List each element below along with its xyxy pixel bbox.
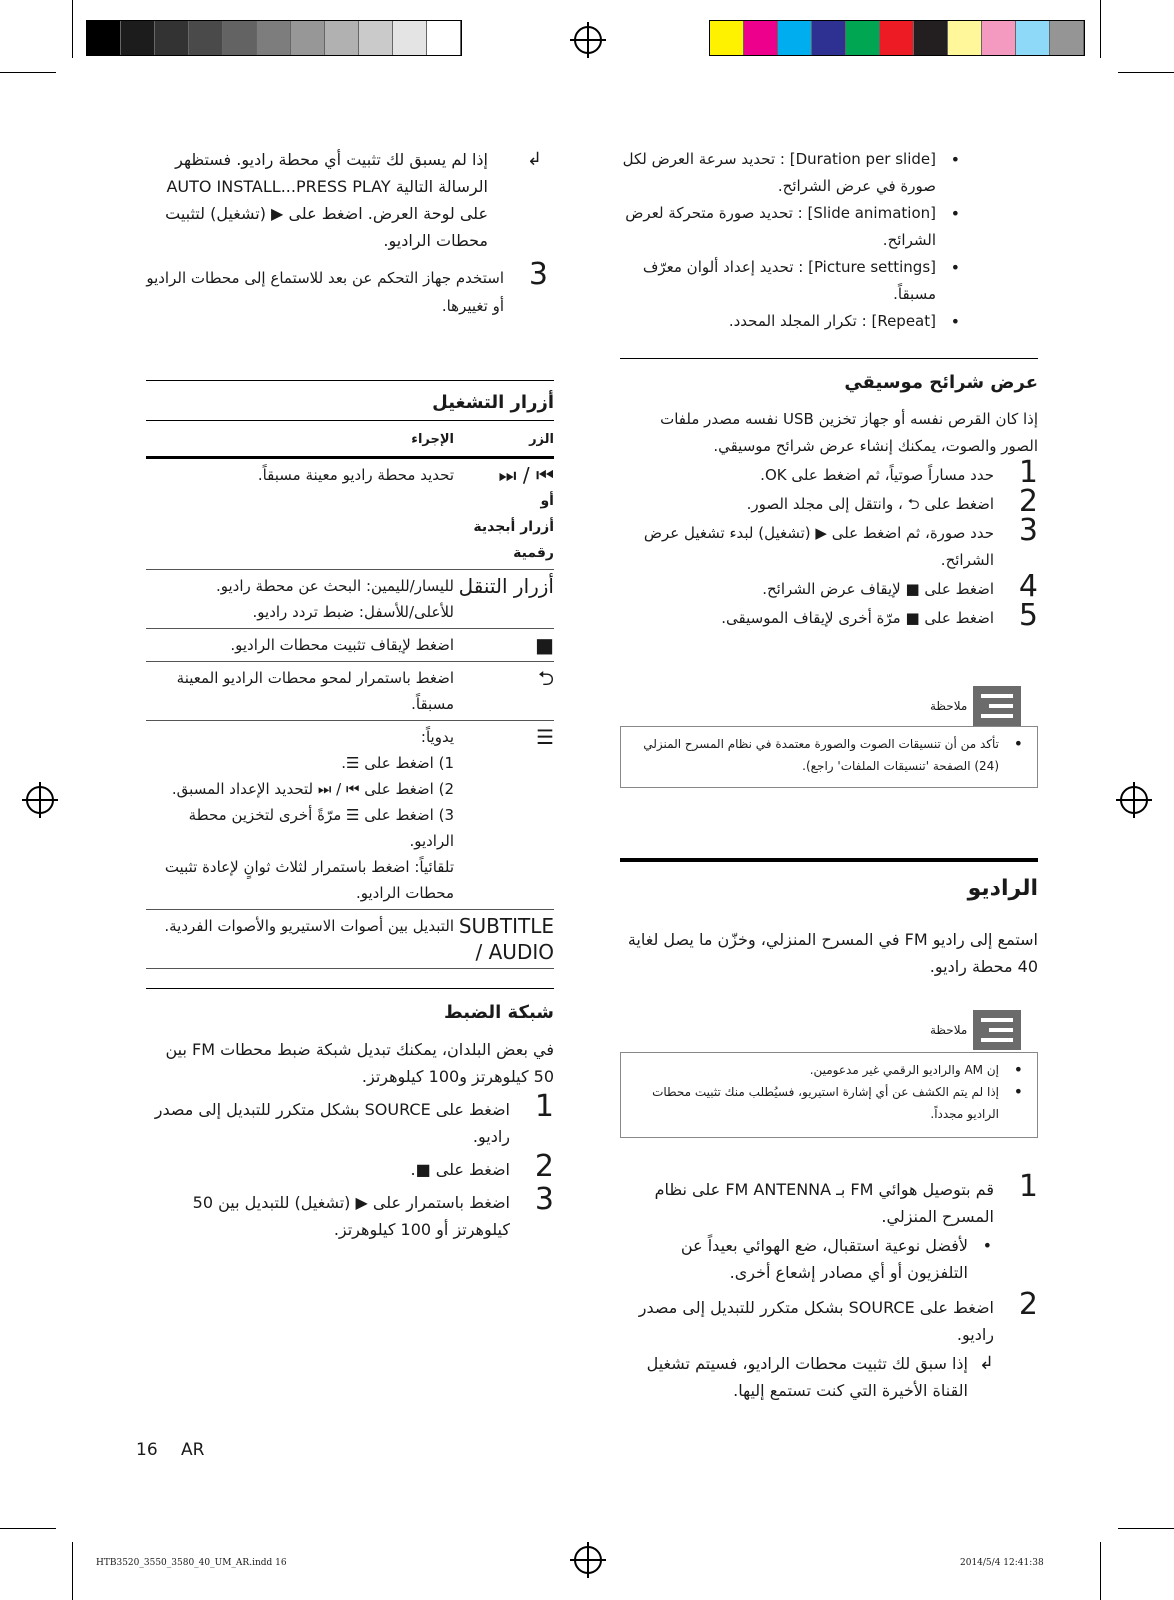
step [620, 569, 1038, 604]
crop-mark [1100, 1542, 1101, 1600]
controls-title: أزرار التشغيل [432, 392, 554, 413]
step-number: 2 [1018, 484, 1038, 519]
crop-mark [1118, 1528, 1174, 1529]
color-swatch [744, 21, 778, 55]
table-row [146, 721, 554, 910]
auto-install-result [146, 146, 548, 322]
crop-mark [1100, 0, 1101, 58]
step-text: قم بتوصيل هوائي FM بـ FM ANTENNA على نظام المسرح المنزلي. [654, 1180, 994, 1226]
step-text: استخدم جهاز التحكم عن بعد للاستماع إلى محطات الراديو أو تغييرها. [146, 269, 504, 315]
table-row [146, 458, 554, 570]
color-calibration-strip [709, 20, 1085, 56]
color-swatch [87, 21, 121, 55]
color-swatch [325, 21, 359, 55]
step [146, 1149, 554, 1184]
option-animation [618, 200, 962, 254]
note-header [930, 1010, 1021, 1050]
table-row [146, 662, 554, 721]
step-number: 5 [1018, 598, 1038, 633]
step-text: اضغط على ⮌ ، وانتقل إلى مجلد الصور. [746, 495, 994, 513]
crop-mark [1118, 72, 1174, 73]
step-text: اضغط على ■ لإيقاف عرض الشرائح. [762, 580, 994, 598]
color-swatch [189, 21, 223, 55]
step-number: 3 [528, 257, 548, 292]
slideshow-steps [620, 455, 1038, 634]
section-divider-thick [620, 858, 1038, 862]
result-arrow-icon: ↲ [526, 149, 542, 170]
tuning-title: شبكة الضبط [444, 1002, 554, 1023]
note-icon [973, 686, 1021, 726]
note-label: ملاحظة [930, 1023, 968, 1037]
step-bullet: • لأفضل نوعية استقبال، ضع الهوائي بعيداً عن التلفزيون أو أي مصادر إشعاع أخرى. [620, 1232, 994, 1286]
control-action-cell: التبديل بين أصوات الاستيريو والأصوات الفردية. [146, 910, 454, 969]
control-button-cell [454, 458, 554, 570]
crop-mark [0, 1528, 56, 1529]
col-header-button: الزر [529, 432, 554, 447]
step [620, 598, 1038, 633]
controls-table [146, 424, 554, 969]
color-swatch [778, 21, 812, 55]
color-swatch [914, 21, 948, 55]
step-number: 3 [1018, 513, 1038, 548]
step-text: حدد صورة، ثم اضغط على ▶ (تشغيل) لبدء تشغيل عرض الشرائح. [643, 524, 994, 569]
step [146, 1182, 554, 1243]
page-lang: AR [181, 1440, 205, 1460]
crop-mark [0, 72, 56, 73]
option-label: [Duration per slide] [789, 150, 936, 168]
color-swatch [155, 21, 189, 55]
color-swatch [1016, 21, 1050, 55]
control-action-cell: لليسار/لليمين: البحث عن محطة راديو. للأعلى/للأسفل: ضبط تردد راديو. [146, 570, 454, 629]
step-result [620, 1350, 1038, 1404]
note-icon [973, 1010, 1021, 1050]
step-text: حدد مساراً صوتياً، ثم اضغط على OK. [760, 466, 994, 484]
step [146, 257, 548, 320]
note-text: • تأكد من أن تنسيقات الصوت والصورة معتمدة في نظام المسرح المنزلي (24) الصفحة 'تنسيقات الملفات' راجع). [633, 733, 1025, 777]
page-num: 16 [136, 1440, 158, 1460]
slug-timestamp: 2014/5/4 12:41:38 [960, 1558, 1044, 1568]
step-number: 4 [1018, 569, 1038, 604]
option-picture-settings [618, 254, 962, 308]
radio-intro: استمع إلى راديو FM في المسرح المنزلي، وخزّن ما يصل لغاية 40 محطة راديو. [627, 930, 1038, 976]
crop-mark [72, 1542, 73, 1600]
step [620, 455, 1038, 490]
color-swatch [291, 21, 325, 55]
option-label: [Slide animation] [807, 204, 936, 222]
control-button-cell [454, 662, 554, 721]
result-text: إذا لم يسبق لك تثبيت أي محطة راديو. فستظهر الرسالة التالية AUTO INSTALL...PRESS PLAY على لوحة العرض. اضغط على ▶ (تشغيل) لتثبيت محطات الراديو. [165, 150, 488, 250]
color-swatch [846, 21, 880, 55]
note-item: • إن AM والراديو الرقمي غير مدعومين. [633, 1059, 1025, 1081]
crop-mark [72, 0, 73, 58]
option-text: : تكرار المجلد المحدد. [728, 312, 867, 330]
table-row [146, 570, 554, 629]
section-divider [146, 420, 554, 421]
option-label: [Picture settings] [808, 258, 936, 276]
step [620, 1287, 1038, 1348]
tuning-steps [146, 1089, 554, 1245]
section-title: عرض شرائح موسيقي [844, 372, 1038, 393]
result-text: إذا سبق لك تثبيت محطات الراديو، فسيتم تشغيل القناة الأخيرة التي كنت تستمع إليها. [646, 1354, 968, 1400]
control-button-cell [454, 570, 554, 629]
section-divider [146, 988, 554, 989]
slug-filename: HTB3520_3550_3580_40_UM_AR.indd 16 [96, 1558, 287, 1568]
color-swatch [359, 21, 393, 55]
registration-mark-icon [574, 26, 602, 54]
step-text: اضغط باستمرار على ▶ (تشغيل) للتبديل بين 50 كيلوهرتز أو 100 كيلوهرتز. [192, 1193, 510, 1239]
note-header [930, 686, 1021, 726]
control-button-label: SUBTITLE / AUDIO [458, 914, 554, 964]
color-swatch [257, 21, 291, 55]
color-swatch [121, 21, 155, 55]
step [620, 1169, 1038, 1230]
step-text: اضغط على SOURCE بشكل متكرر للتبديل إلى مصدر راديو. [638, 1298, 994, 1344]
option-duration [618, 146, 962, 200]
control-button-label: ⮌ [537, 666, 554, 690]
section-divider [620, 358, 1038, 359]
step-text: اضغط على ■. [410, 1160, 510, 1179]
control-action-cell: اضغط باستمرار لمحو محطات الراديو المعينة مسبقاً. [146, 662, 454, 721]
control-button-sub: أو أزرار أبجدية رقمية [473, 493, 554, 561]
step [620, 484, 1038, 519]
step-number: 3 [534, 1182, 554, 1217]
step-number: 2 [534, 1149, 554, 1184]
registration-mark-icon [26, 786, 54, 814]
note-box [620, 726, 1038, 788]
color-swatch [948, 21, 982, 55]
note-label: ملاحظة [930, 699, 968, 713]
color-swatch [710, 21, 744, 55]
step [620, 513, 1038, 574]
control-button-label: ☰ [536, 725, 554, 749]
page-number [136, 1440, 205, 1460]
table-row [146, 910, 554, 969]
color-swatch [393, 21, 427, 55]
slideshow-intro: إذا كان القرص نفسه أو جهاز تخزين USB نفسه مصدر ملفات الصور والصوت، يمكنك إنشاء عرض شرائح موسيقي. [660, 410, 1038, 455]
note-box [620, 1052, 1038, 1138]
step-number: 2 [1018, 1287, 1038, 1322]
option-label: [Repeat] [871, 312, 936, 330]
control-button-cell [454, 910, 554, 969]
step [146, 1089, 554, 1150]
note-item: • إذا لم يتم الكشف عن أي إشارة استيريو، فسيُطلب منك تثبيت محطات الراديو مجدداً. [633, 1081, 1025, 1125]
option-text: : تحديد صورة متحركة لعرض الشرائح. [625, 204, 936, 249]
color-swatch [1050, 21, 1084, 55]
step-result [146, 146, 548, 254]
registration-mark-icon [1120, 786, 1148, 814]
tuning-intro: في بعض البلدان، يمكنك تبديل شبكة ضبط محطات FM بين 50 كيلوهرتز و100 كيلوهرتز. [165, 1040, 554, 1086]
control-action-cell: تحديد محطة راديو معينة مسبقاً. [146, 458, 454, 570]
color-swatch [982, 21, 1016, 55]
color-swatch [812, 21, 846, 55]
radio-steps [620, 1169, 1038, 1404]
color-swatch [427, 21, 461, 55]
option-text: : تحديد إعداد ألوان معرّف مسبقاً. [642, 258, 936, 303]
section-divider [146, 380, 554, 381]
color-swatch [223, 21, 257, 55]
step-text: اضغط على ■ مرّة أخرى لإيقاف الموسيقى. [721, 609, 994, 627]
step-bullet-wrap [620, 1232, 1038, 1286]
slideshow-options-list [618, 146, 962, 335]
col-header-action: الإجراء [411, 432, 454, 447]
table-row [146, 629, 554, 662]
registration-mark-icon [574, 1546, 602, 1574]
step-text: اضغط على SOURCE بشكل متكرر للتبديل إلى مصدر راديو. [154, 1100, 510, 1146]
control-button-label: ■ [535, 633, 554, 657]
step-number: 1 [1018, 1169, 1038, 1204]
color-swatch [880, 21, 914, 55]
control-action-cell: اضغط لإيقاف تثبيت محطات الراديو. [146, 629, 454, 662]
gray-calibration-strip [86, 20, 462, 56]
option-repeat [618, 308, 962, 335]
table-header-row [146, 424, 554, 458]
control-button-label: أزرار التنقل [458, 574, 554, 598]
radio-title: الراديو [967, 876, 1038, 901]
control-button-cell [454, 629, 554, 662]
result-arrow-icon: ↲ [978, 1353, 994, 1374]
control-button-label: ⏮ / ⏭ [498, 463, 554, 487]
step-number: 1 [534, 1089, 554, 1124]
control-button-cell [454, 721, 554, 910]
option-text: : تحديد سرعة العرض لكل صورة في عرض الشرائح. [622, 150, 936, 195]
step-number: 1 [1018, 455, 1038, 490]
control-action-cell: يدوياً: 1) اضغط على ☰. 2) اضغط على ⏮ / ⏭ لتحديد الإعداد المسبق. 3) اضغط على ☰ مرّةً أخرى لتخزين محطة الراديو. تلقائياً: اضغط باستمرار لثلاث ثوانٍ لإعادة تثبيت محطات الراديو. [146, 721, 454, 910]
